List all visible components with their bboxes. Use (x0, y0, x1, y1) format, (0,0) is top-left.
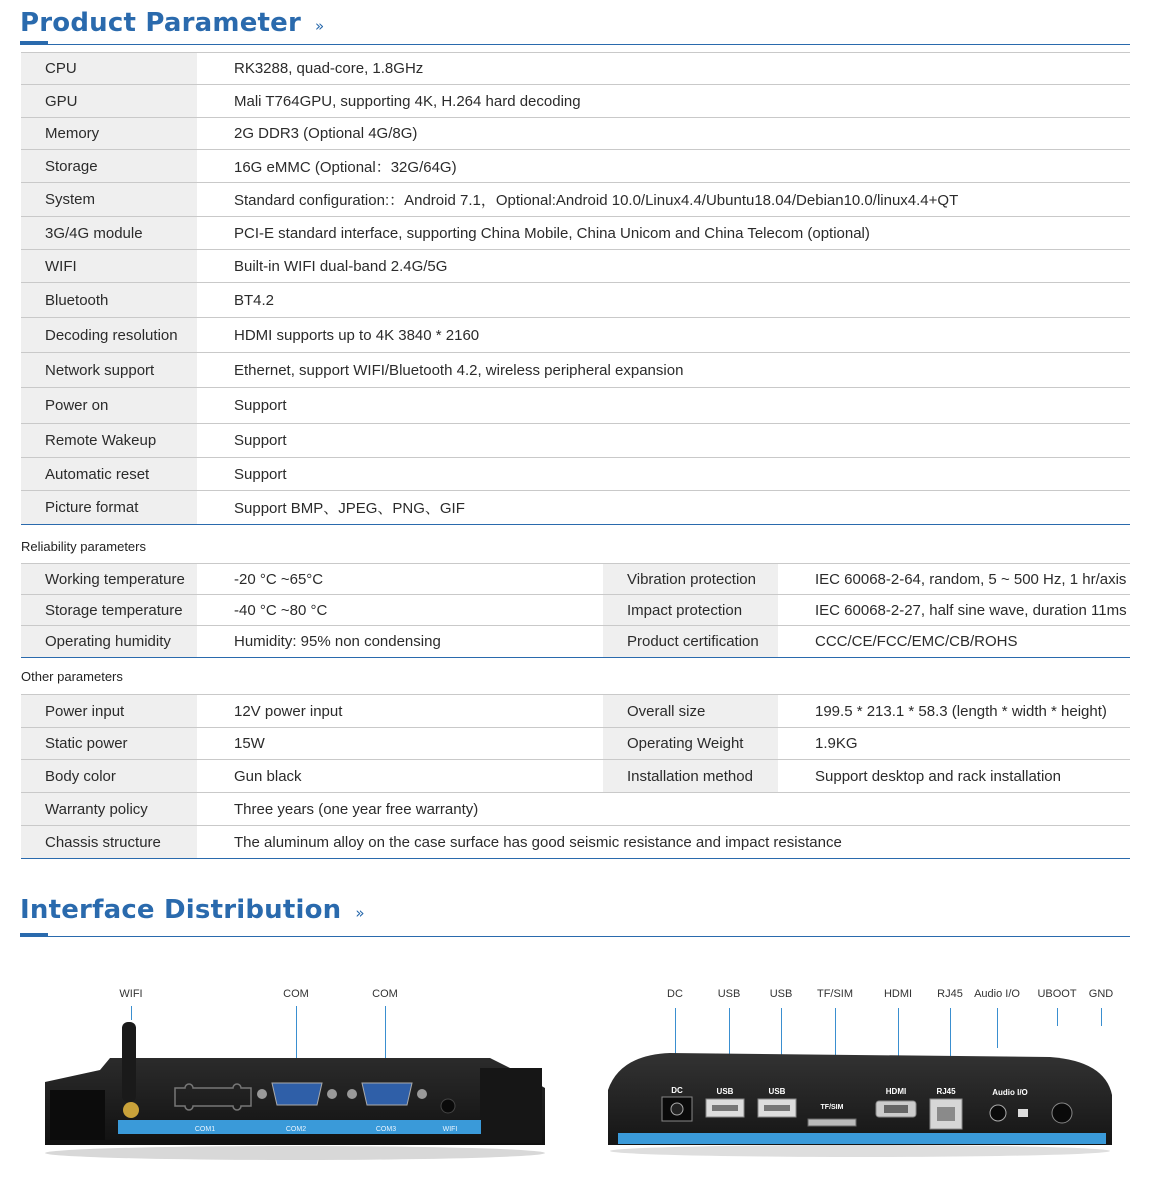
spec-value: Support desktop and rack installation (778, 760, 1130, 793)
spec-value: -20 °C ~65°C (197, 564, 603, 595)
spec-value: Humidity: 95% non condensing (197, 626, 603, 658)
spec-row (21, 183, 1130, 217)
port-label: USB (717, 988, 741, 1000)
port-label: USB (769, 988, 793, 1000)
spec-key: WIFI (21, 250, 197, 283)
spec-key: Network support (21, 353, 197, 388)
port-label: GND (1088, 988, 1114, 1000)
spec-value: 15W (197, 728, 603, 760)
spec-row (21, 564, 1130, 595)
title-divider (20, 44, 1130, 45)
spec-row (21, 491, 1130, 525)
spec-value: 1.9KG (778, 728, 1130, 760)
reliability-heading: Reliability parameters (21, 539, 146, 554)
spec-key: Power input (21, 695, 197, 728)
spec-value: -40 °C ~80 °C (197, 595, 603, 626)
antenna-connector (123, 1102, 139, 1118)
port-label: RJ45 (937, 988, 963, 1000)
spec-value: 199.5 * 213.1 * 58.3 (length * width * height) (778, 695, 1130, 728)
spec-key: Picture format (21, 491, 197, 525)
strip-label: COM1 (194, 1126, 216, 1133)
spec-value: Standard configuration:：Android 7.1，Optional:Android 10.0/Linux4.4/Ubuntu18.04/Debian10.0/linux4.4+QT (197, 183, 1130, 217)
spec-value: The aluminum alloy on the case surface has good seismic resistance and impact resistance (197, 826, 1130, 859)
spec-value: Support (197, 388, 1130, 424)
spec-row (21, 53, 1130, 85)
reliability-table (21, 563, 1130, 658)
spec-key: Installation method (603, 760, 778, 793)
spec-key: Chassis structure (21, 826, 197, 859)
spec-key: Body color (21, 760, 197, 793)
spec-value: Ethernet, support WIFI/Bluetooth 4.2, wireless peripheral expansion (197, 353, 1130, 388)
spec-value: 2G DDR3 (Optional 4G/8G) (197, 118, 1130, 150)
port-label: DC (667, 988, 683, 1000)
spec-row (21, 728, 1130, 760)
spec-key: Power on (21, 388, 197, 424)
spec-key: Warranty policy (21, 793, 197, 826)
spec-row (21, 150, 1130, 183)
port-label: COM (283, 988, 309, 1000)
spec-key: Static power (21, 728, 197, 760)
port-label: UBOOT (1037, 988, 1077, 1000)
spec-key: Decoding resolution (21, 318, 197, 353)
spec-row (21, 793, 1130, 826)
spec-key: Operating humidity (21, 626, 197, 658)
panel-label: USB (768, 1087, 786, 1096)
spec-key: Vibration protection (603, 564, 778, 595)
spec-value: Mali T764GPU, supporting 4K, H.264 hard decoding (197, 85, 1130, 118)
spec-key: Working temperature (21, 564, 197, 595)
double-chevron-icon: » (355, 904, 365, 922)
leader-line (1057, 1008, 1058, 1026)
device-side-view-image (40, 1010, 550, 1165)
double-chevron-icon: » (315, 17, 325, 35)
antenna-icon (122, 1022, 136, 1102)
spec-value: HDMI supports up to 4K 3840 * 2160 (197, 318, 1130, 353)
spec-key: Impact protection (603, 595, 778, 626)
device-rear-view-image (600, 1035, 1120, 1160)
spec-row (21, 250, 1130, 283)
spec-row (21, 85, 1130, 118)
spec-row (21, 595, 1130, 626)
panel-label: HDMI (885, 1087, 907, 1096)
spec-key: Overall size (603, 695, 778, 728)
spec-row (21, 388, 1130, 424)
panel-label: TF/SIM (820, 1104, 844, 1111)
spec-row (21, 217, 1130, 250)
panel-label: RJ45 (936, 1087, 956, 1096)
spec-key: GPU (21, 85, 197, 118)
spec-value: BT4.2 (197, 283, 1130, 318)
spec-row (21, 424, 1130, 458)
port-label: HDMI (883, 988, 913, 1000)
spec-value: Three years (one year free warranty) (197, 793, 1130, 826)
spec-value: 16G eMMC (Optional：32G/64G) (197, 150, 1130, 183)
interface-distribution-header (20, 895, 365, 925)
panel-label: DC (671, 1086, 683, 1095)
spec-row (21, 283, 1130, 318)
other-parameters-heading: Other parameters (21, 669, 123, 684)
spec-key: Operating Weight (603, 728, 778, 760)
spec-key: Automatic reset (21, 458, 197, 491)
spec-value: IEC 60068-2-64, random, 5 ~ 500 Hz, 1 hr/axis (778, 564, 1130, 595)
section-title: Product Parameter (20, 8, 302, 38)
spec-value: Support (197, 424, 1130, 458)
panel-label: Audio I/O (992, 1088, 1028, 1097)
spec-key: Remote Wakeup (21, 424, 197, 458)
spec-key: Bluetooth (21, 283, 197, 318)
other-parameters-table (21, 694, 1130, 859)
spec-row (21, 458, 1130, 491)
blue-strip (618, 1133, 1106, 1144)
spec-value: CCC/CE/FCC/EMC/CB/ROHS (778, 626, 1130, 658)
spec-row (21, 353, 1130, 388)
spec-key: 3G/4G module (21, 217, 197, 250)
spec-value: Built-in WIFI dual-band 2.4G/5G (197, 250, 1130, 283)
port-label: Audio I/O (974, 988, 1020, 1000)
spec-key: Storage temperature (21, 595, 197, 626)
strip-label: WIFI (442, 1126, 458, 1133)
spec-row (21, 318, 1130, 353)
spec-key: Storage (21, 150, 197, 183)
spec-value: 12V power input (197, 695, 603, 728)
spec-value: Gun black (197, 760, 603, 793)
title-divider (20, 936, 1130, 937)
port-label: TF/SIM (816, 988, 854, 1000)
strip-label: COM3 (375, 1126, 397, 1133)
spec-key: Memory (21, 118, 197, 150)
section-title: Interface Distribution (20, 895, 342, 925)
spec-key: System (21, 183, 197, 217)
spec-value: IEC 60068-2-27, half sine wave, duration 11ms (778, 595, 1130, 626)
panel-label: USB (716, 1087, 734, 1096)
spec-value: Support (197, 458, 1130, 491)
product-parameter-table (21, 52, 1130, 525)
spec-value: Support BMP、JPEG、PNG、GIF (197, 491, 1130, 525)
spec-key: Product certification (603, 626, 778, 658)
leader-line (1101, 1008, 1102, 1026)
spec-value: PCI-E standard interface, supporting China Mobile, China Unicom and China Telecom (optional) (197, 217, 1130, 250)
spec-key: CPU (21, 53, 197, 85)
spec-row (21, 760, 1130, 793)
spec-row (21, 826, 1130, 859)
spec-value: RK3288, quad-core, 1.8GHz (197, 53, 1130, 85)
strip-label: COM2 (285, 1126, 307, 1133)
port-label: WIFI (119, 988, 143, 1000)
spec-row (21, 695, 1130, 728)
spec-row (21, 626, 1130, 658)
product-parameter-header (20, 8, 324, 38)
port-label: COM (372, 988, 398, 1000)
spec-row (21, 118, 1130, 150)
